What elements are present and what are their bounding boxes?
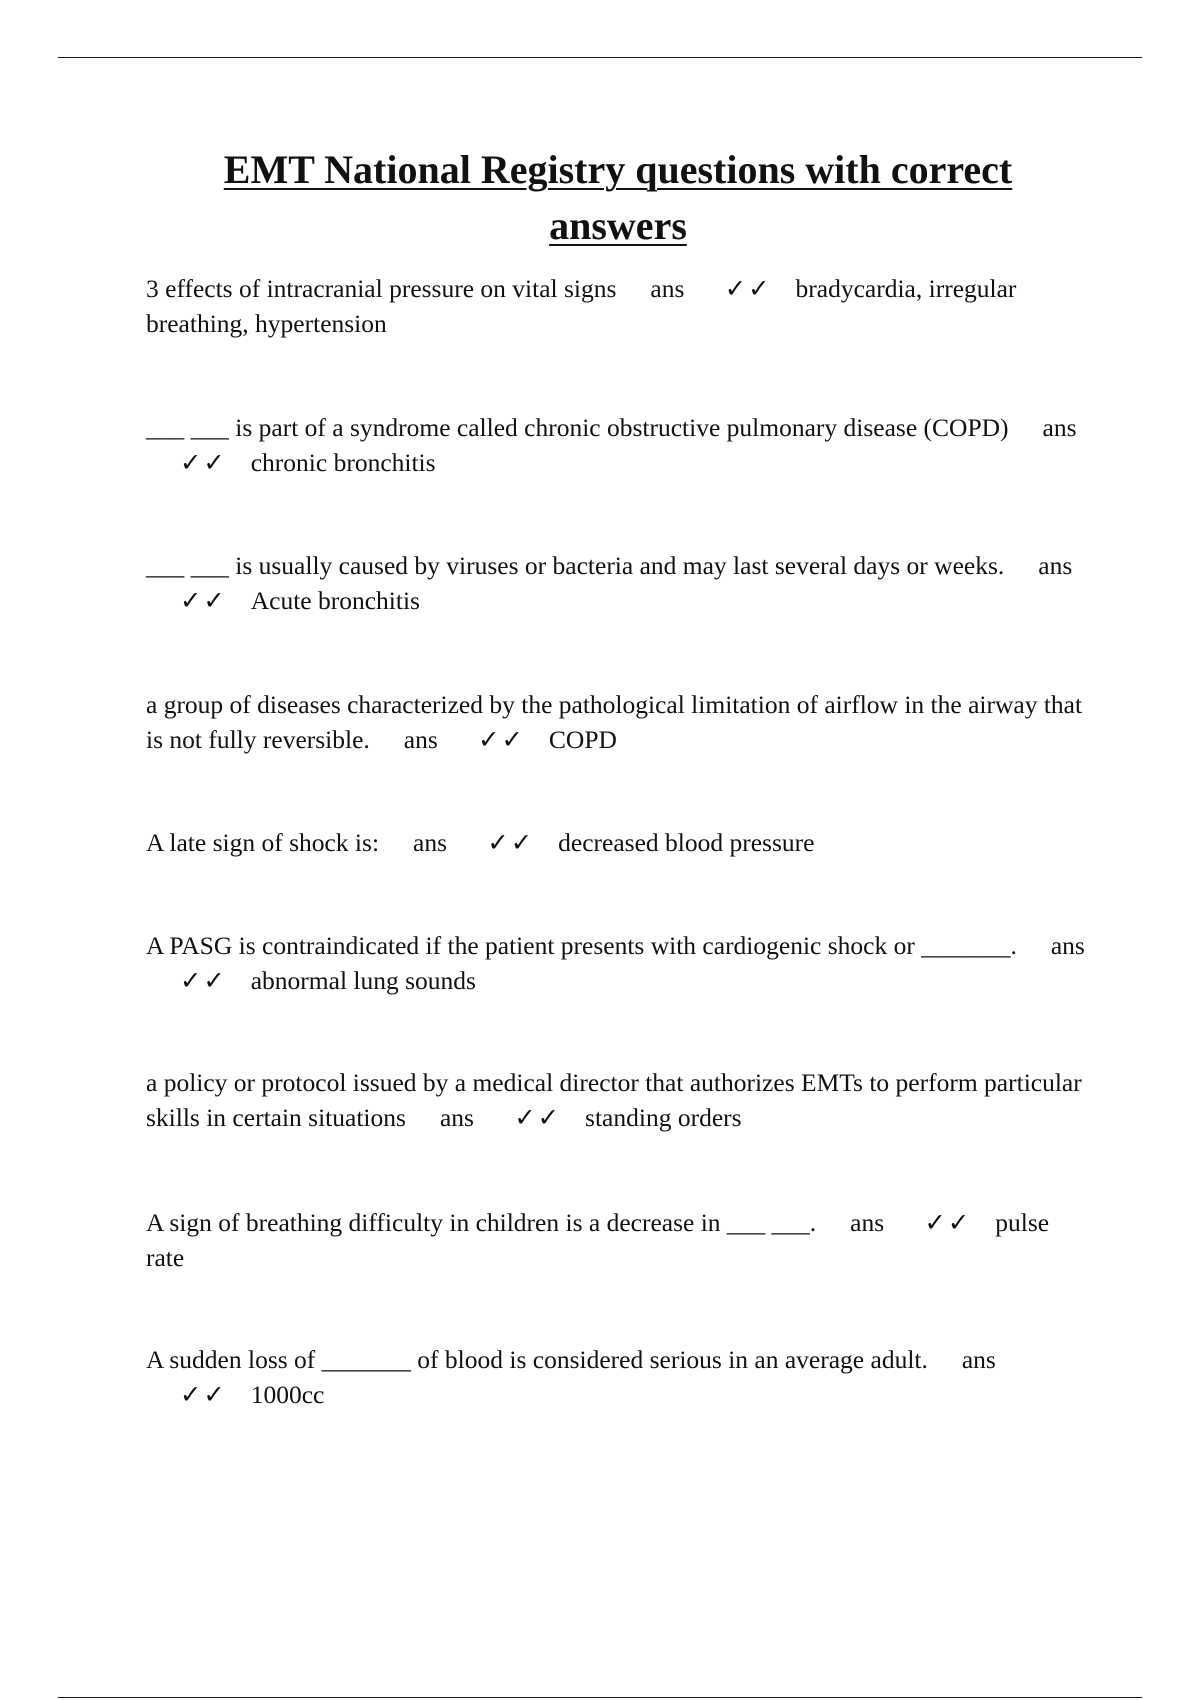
- question-text: a policy or protocol issued by a medical director that authorizes EMTs to perform particular skills in certain situations: [146, 1068, 1082, 1132]
- answer-marker: ans: [650, 274, 685, 303]
- check-marks-icon: ✓✓: [478, 725, 525, 754]
- check-marks-icon: ✓✓: [514, 1103, 562, 1132]
- question-text: ___ ___ is usually caused by viruses or bacteria and may last several days or weeks.: [146, 551, 1005, 580]
- answer-text: chronic bronchitis: [250, 448, 436, 477]
- answer-text: standing orders: [585, 1103, 742, 1132]
- check-marks-icon: ✓✓: [924, 1208, 972, 1237]
- qa-item: [146, 1342, 1092, 1412]
- answer-text: COPD: [548, 725, 617, 754]
- answer-marker: ans: [1042, 413, 1077, 442]
- qa-item: [146, 825, 1092, 860]
- question-text: A late sign of shock is:: [146, 828, 380, 857]
- answer-marker: ans: [850, 1208, 885, 1237]
- bottom-rule: [58, 1697, 1142, 1698]
- qa-item: [146, 410, 1092, 480]
- qa-item: [146, 928, 1092, 998]
- check-marks-icon: ✓✓: [724, 274, 772, 303]
- answer-text: abnormal lung sounds: [250, 966, 476, 995]
- answer-marker: ans: [439, 1103, 474, 1132]
- check-marks-icon: ✓✓: [487, 828, 535, 857]
- answer-text: decreased blood pressure: [558, 828, 815, 857]
- check-marks-icon: ✓✓: [180, 966, 227, 995]
- question-text: A PASG is contraindicated if the patient presents with cardiogenic shock or _______.: [146, 931, 1017, 960]
- qa-item: [146, 1205, 1092, 1275]
- answer-text: 1000cc: [250, 1380, 325, 1409]
- check-marks-icon: ✓✓: [180, 1380, 227, 1409]
- answer-marker: ans: [1038, 551, 1073, 580]
- qa-item: [146, 548, 1092, 618]
- document-title: EMT National Registry questions with correct answers: [223, 147, 1013, 248]
- top-rule: [58, 57, 1142, 58]
- answer-marker: ans: [413, 828, 448, 857]
- answer-text: Acute bronchitis: [250, 586, 420, 615]
- question-text: A sign of breathing difficulty in children is a decrease in ___ ___.: [146, 1208, 817, 1237]
- question-text: a group of diseases characterized by the pathological limitation of airflow in the airway that is not fully reversible.: [146, 690, 1083, 754]
- qa-item: [146, 1065, 1092, 1135]
- question-text: 3 effects of intracranial pressure on vital signs: [146, 274, 617, 303]
- check-marks-icon: ✓✓: [180, 448, 227, 477]
- answer-marker: ans: [961, 1345, 996, 1374]
- qa-item: [146, 271, 1092, 341]
- question-text: ___ ___ is part of a syndrome called chronic obstructive pulmonary disease (COPD): [146, 413, 1009, 442]
- question-text: A sudden loss of _______ of blood is considered serious in an average adult.: [146, 1345, 928, 1374]
- answer-marker: ans: [403, 725, 438, 754]
- check-marks-icon: ✓✓: [180, 586, 227, 615]
- answer-text: pulse rate: [146, 1208, 1050, 1272]
- answer-marker: ans: [1050, 931, 1085, 960]
- qa-item: [146, 687, 1092, 757]
- answer-text: bradycardia, irregular breathing, hypertension: [146, 274, 1017, 338]
